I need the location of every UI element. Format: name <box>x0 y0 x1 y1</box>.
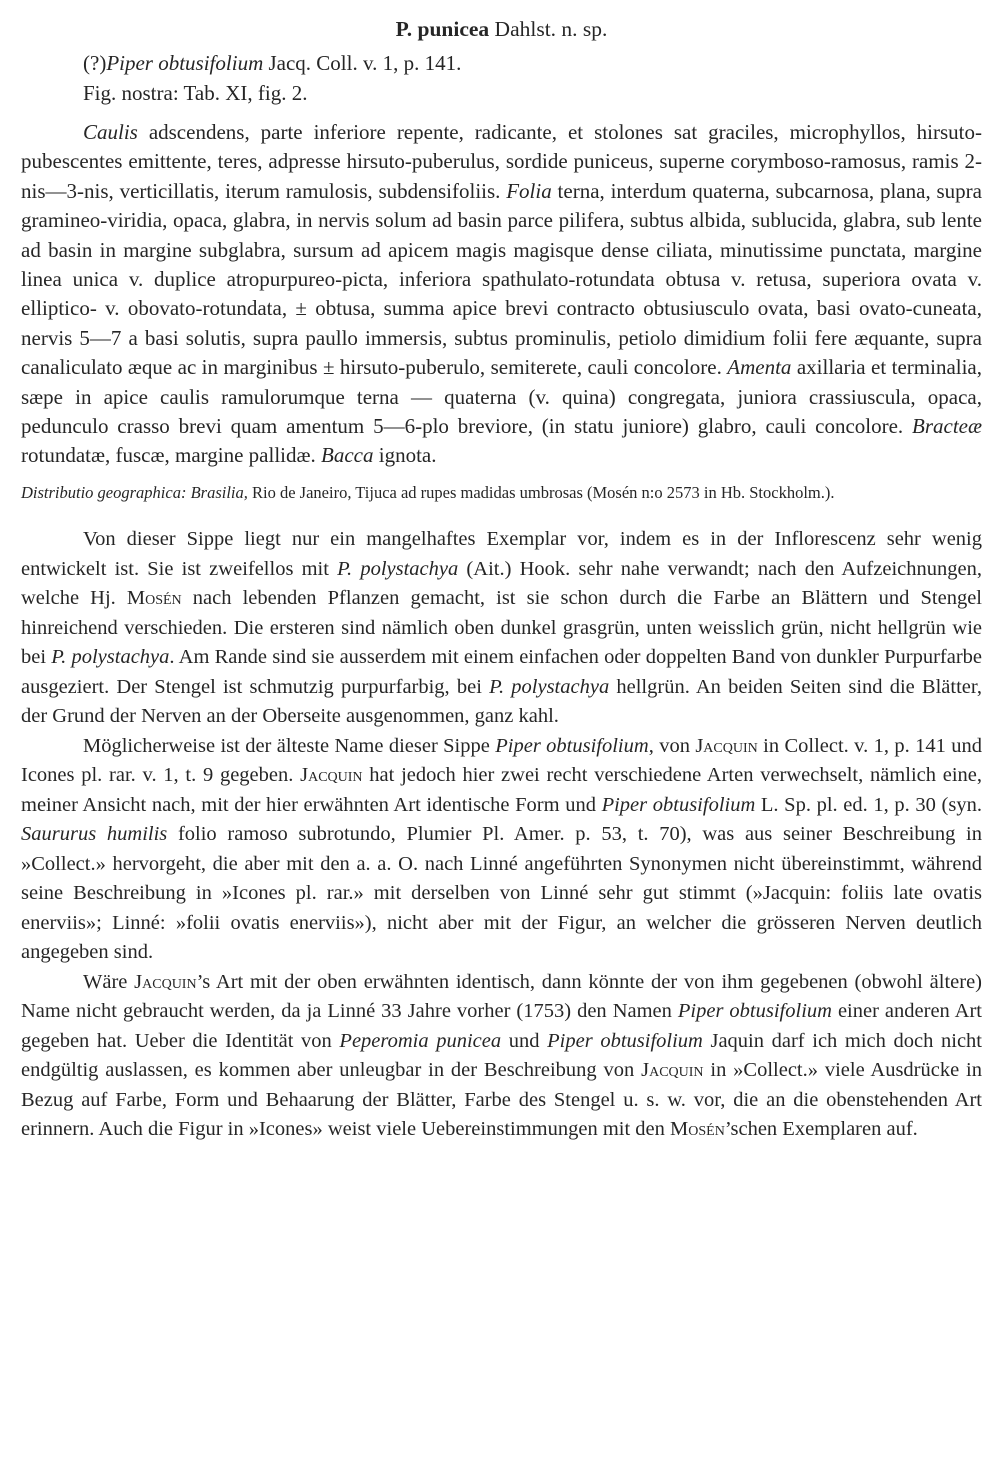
bacca-label: Bacca <box>321 443 374 468</box>
text-run: Wäre <box>83 970 135 993</box>
species-epithet: punicea <box>417 17 490 41</box>
text-run: hellgrün. An beiden Seiten sind die Blätter, der Grund der Nerven an der Oberseite ausgenommen, ganz kahl. <box>21 675 983 728</box>
latin-description <box>21 118 982 471</box>
author-name: Jacquin <box>300 764 363 787</box>
author-name: Jacquin <box>695 734 758 757</box>
caulis-text: adscendens, parte inferiore repente, radicante, et stolones sat graciles, microphyllos, hirsuto-pubescentes emittente, teres, adpresse hirsuto-puberulus, sordide puniceus, superne corymboso-ramosus, ramis 2-nis—3-nis, verticillatis, iterum ramulosis, subdensifoliis. <box>21 120 982 203</box>
text-run: in »Collect.» viele Ausdrücke in Bezug auf Farbe, Form und Behaarung der Blätter, Farbe des Stengel u. s. w. vor, die an die obenstehenden Art erinnern. Auch die Figur in »Icones» weist viele Uebereinstimmungen mit den <box>21 1059 982 1141</box>
text-run: Von dieser Sippe liegt nur ein mangelhaftes Exemplar vor, indem es in der Inflorescenz sehr wenig entwickelt ist. Sie ist zweifellos mit <box>21 528 982 580</box>
taxon-name: Piper obtusifolium <box>677 1000 832 1023</box>
text-run: nach lebenden Pflanzen gemacht, ist sie schon durch die Farbe an Blättern und Stengel hinreichend verschieden. Die ersteren sind nämlich oben dunkel grasgrün, unten weisslich grün, nicht hellgrün wie bei <box>21 587 982 669</box>
text-run: einer anderen Art gegeben hat. Ueber die Identität von <box>21 1000 982 1052</box>
taxon-name: P. polystachya <box>51 646 170 669</box>
text-run: und <box>501 1029 548 1052</box>
author-name: Jacquin <box>134 970 197 993</box>
text-run: ’schen Exemplaren auf. <box>724 1118 918 1141</box>
caulis-label: Caulis <box>83 120 138 144</box>
taxon-name: Saururus humilis <box>21 823 168 846</box>
synonym-line <box>21 48 982 78</box>
text-run: Möglicherweise ist der älteste Name dieser Sippe <box>83 734 496 757</box>
text-run: folio ramoso subrotundo, Plumier Pl. Amer. p. 53, t. 70), was aus seiner Beschreibung in »Collect.» hervorgeht, die aber mit den a. a. O. nach Linné angeführten Synonymen nicht übereinstimmt, während seine Beschreibung in »Icones pl. rar.» mit derselben von Linné sehr gut stimmt (»Jacquin: foliis late ovatis enerviis»; Linné: »folii ovatis enerviis»), nicht aber mit der Figur, an welcher die grösseren Nerven deutlich angegeben sind. <box>21 823 982 964</box>
discussion-paragraph-1 <box>21 525 982 732</box>
genus-abbreviation: P. <box>395 17 413 41</box>
amenta-label: Amenta <box>727 355 792 380</box>
taxon-name: Piper obtusifolium <box>495 734 649 757</box>
author-name: Jacquin <box>641 1059 704 1082</box>
text-run: (Ait.) Hook. sehr nahe verwandt; nach den Aufzeichnungen, welche Hj. <box>21 557 982 610</box>
author-name: Mosén <box>670 1118 725 1141</box>
bracteae-label: Bracteæ <box>912 414 982 439</box>
species-name-bold <box>396 17 490 41</box>
taxon-name: Piper obtusifolium <box>547 1029 703 1052</box>
taxon-name: P. polystachya <box>337 557 459 580</box>
taxon-name: P. polystachya <box>489 675 610 698</box>
discussion-paragraph-2 <box>21 732 982 968</box>
synonym-name: Piper obtusifolium <box>106 51 264 75</box>
folia-text: terna, interdum quaterna, subcarnosa, plana, supra gramineo-viridia, opaca, glabra, in nervis solum ad basin parce pilifera, subtus albida, sublucida, glabra, sub lente ad basin in margine subglabra, sursum ad apicem magis magisque dense ciliata, minutissime punctata, margine linea unica v. duplice atropurpureo-picta, inferiora spathulato-rotundata obtusa v. retusa, superiora ovata v. elliptico- v. obovato-rotundata, ± obtusa, summa apice brevi contracto obtusiusculo ovata, basi ovato-cuneata, nervis 5—7 a basi solutis, supra paullo immersis, subtus prominulis, petiolo dimidium folii fere æquante, supra canaliculato æque ac in marginibus ± hirsuto-puberulo, semiterete, cauli concolore. <box>21 178 982 380</box>
species-heading <box>21 14 982 44</box>
distribution-label: Distributio geographica: <box>21 482 187 502</box>
text-run: ’s Art mit der oben erwähnten identisch, dann könnte der von ihm gegebenen (obwohl ältere) Name nicht gebraucht werden, da ja Linné 33 Jahre vorher (1753) den Namen <box>21 970 983 1023</box>
text-run: . Am Rande sind sie ausserdem mit einem einfachen oder doppelten Band von dunkler Purpurfarbe ausgeziert. Der Stengel ist schmutzig purpurfarbig, bei <box>21 646 983 698</box>
text-run: Jaquin darf ich mich doch nicht endgültig auslassen, es kommen aber unleugbar in der Beschreibung von <box>21 1029 983 1082</box>
bracteae-text: rotundatæ, fuscæ, margine pallidæ. <box>21 443 321 468</box>
text-run: L. Sp. pl. ed. 1, p. 30 (syn. <box>755 793 982 816</box>
text-run: hat jedoch hier zwei recht verschiedene Arten verwechselt, nämlich eine, meiner Ansicht nach, mit der hier erwähnten Art identische Form und <box>21 764 982 816</box>
distribution-note <box>21 481 982 506</box>
bacca-text: ignota. <box>373 443 437 468</box>
taxon-name: Peperomia punicea <box>339 1029 502 1052</box>
text-run: , von <box>648 734 696 757</box>
synonym-citation: Jacq. Coll. v. 1, p. 141. <box>263 51 462 75</box>
distribution-country: Brasilia, <box>190 482 248 502</box>
figure-reference: Fig. nostra: Tab. XI, fig. 2. <box>83 81 308 105</box>
synonym-query-mark: (?) <box>83 51 107 75</box>
folia-label: Folia <box>506 178 552 203</box>
amenta-text: axillaria et terminalia, sæpe in apice caulis ramulorumque terna — quaterna (v. quina) congregata, juniora crassiuscula, opaca, pedunculo crasso brevi quam amentum 5—6-plo breviore, (in statu juniore) glabro, cauli concolore. <box>21 355 983 439</box>
distribution-text: Rio de Janeiro, Tijuca ad rupes madidas umbrosas (Mosén n:o 2573 in Hb. Stockholm.). <box>247 482 835 502</box>
species-authority: Dahlst. n. sp. <box>494 17 608 41</box>
discussion-paragraph-3 <box>21 968 982 1145</box>
author-name: Mosén <box>126 587 182 610</box>
taxon-name: Piper obtusifolium <box>601 793 756 816</box>
text-run: in Collect. v. 1, p. 141 und Icones pl. rar. v. 1, t. 9 gegeben. <box>21 734 982 787</box>
